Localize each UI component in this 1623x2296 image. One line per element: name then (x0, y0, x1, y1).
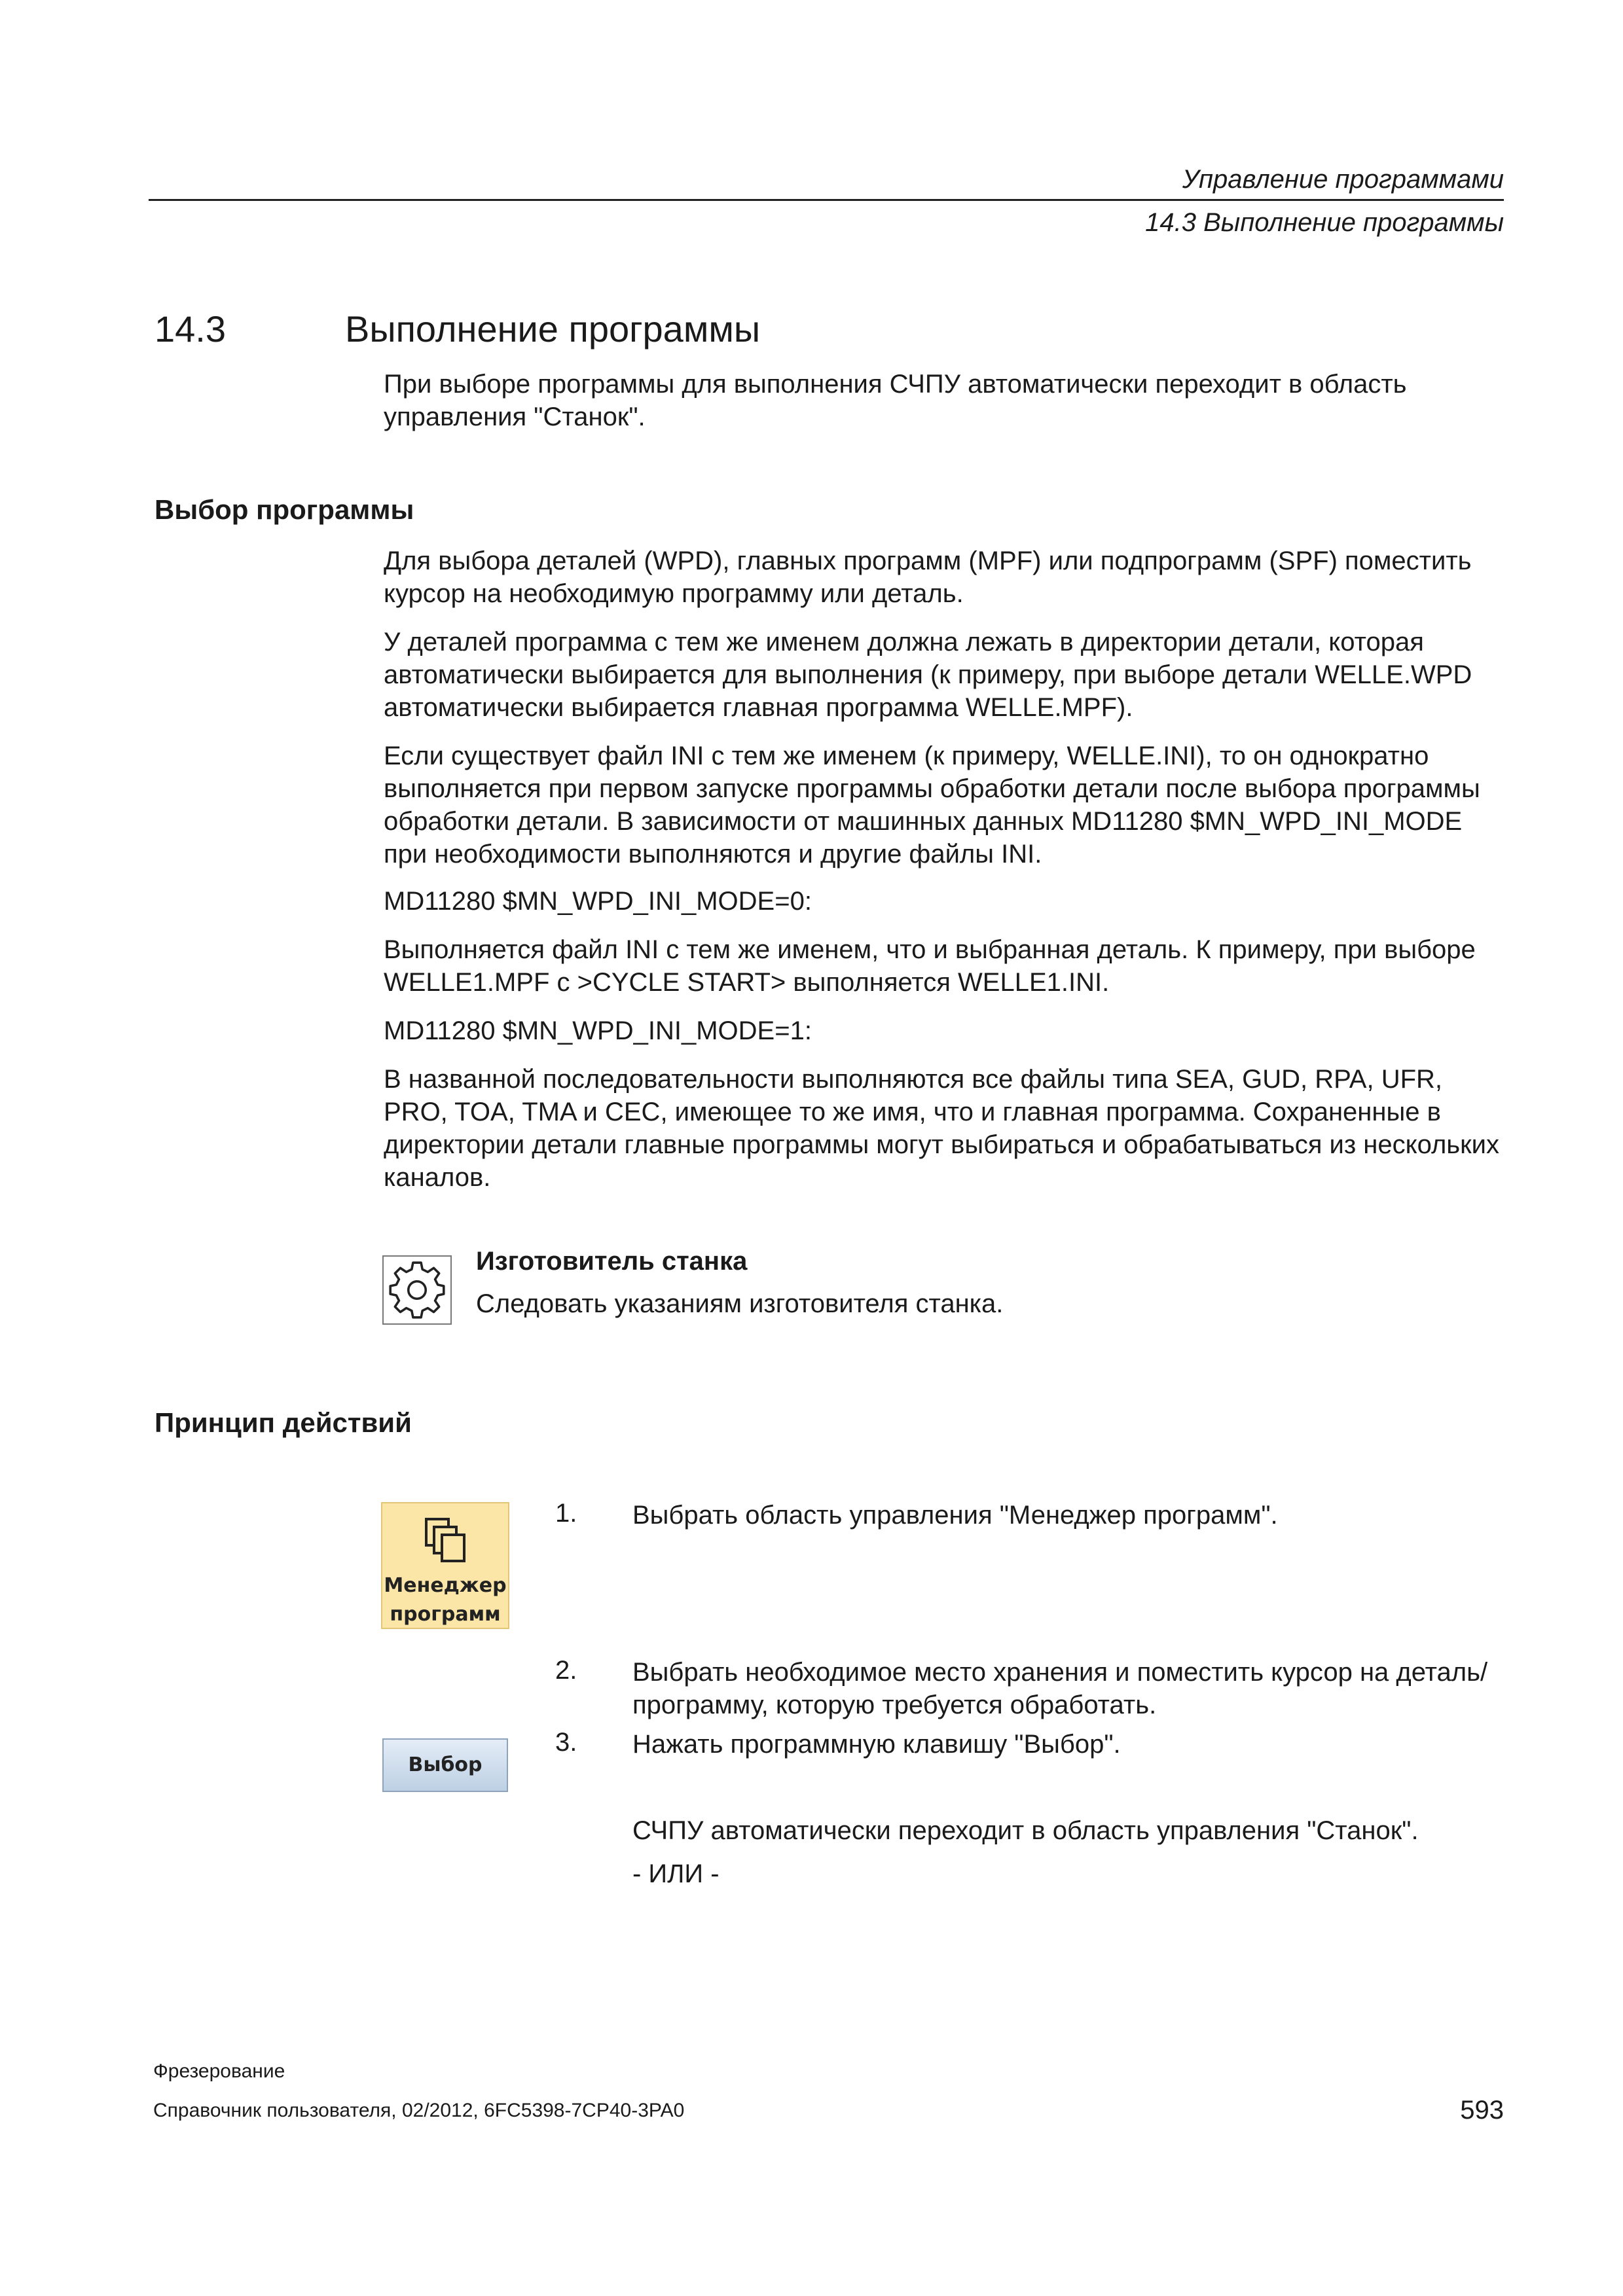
header-rule (149, 199, 1504, 201)
running-header-section: 14.3 Выполнение программы (1145, 208, 1504, 237)
program-manager-softkey[interactable] (381, 1502, 509, 1629)
step-text-2: Выбрать необходимое место хранения и поместить курсор на деталь/программу, которую требуется обработать. (632, 1658, 1488, 1719)
footer-product: Фрезерование (153, 2060, 285, 2082)
paragraph-select-3: Если существует файл INI с тем же именем (к примеру, WELLE.INI), то он однократно выполняется при первом запуске программы обработки детали после выбора программы обработки детали. В зависимости от машинных данных MD11280 $MN_WPD_INI_MODE при необходимости выполняются и другие файлы INI. (384, 742, 1480, 869)
footer-document: Справочник пользователя, 02/2012, 6FC5398-7CP40-3PA0 (153, 2100, 685, 2121)
softkey-label-line-2: программ (390, 1603, 501, 1626)
note-text: Следовать указаниям изготовителя станка. (476, 1289, 1004, 1318)
gear-icon-graphic (384, 1257, 450, 1323)
section-number: 14.3 (155, 308, 226, 350)
paragraph-select-4: Выполняется файл INI с тем же именем, что и выбранная деталь. К примеру, при выборе WELLE1.MPF с >CYCLE START> выполняется WELLE1.INI. (384, 935, 1476, 997)
paragraph-select-2: У деталей программа с тем же именем должна лежать в директории детали, которая автоматически выбирается для выполнения (к примеру, при выборе детали WELLE.WPD автоматически выбирается главная программа WELLE.MPF). (384, 628, 1472, 722)
or-separator: - ИЛИ - (632, 1859, 720, 1888)
program-manager-softkey-label (382, 1571, 508, 1629)
step-number-3: 3. (555, 1728, 577, 1757)
paragraph-select-1: Для выбора деталей (WPD), главных программ (MPF) или подпрограмм (SPF) поместить курсор на необходимую программу или деталь. (384, 547, 1472, 608)
step-number-1: 1. (555, 1499, 577, 1528)
subheading-program-selection: Выбор программы (155, 494, 414, 525)
machine-data-mode-1: MD11280 $MN_WPD_INI_MODE=1: (384, 1016, 812, 1045)
softkey-label-line-1: Менеджер (384, 1574, 507, 1597)
step-number-2: 2. (555, 1656, 577, 1685)
page-number: 593 (1460, 2096, 1504, 2125)
intro-paragraph: При выборе программы для выполнения СЧПУ автоматически переходит в область управления "Станок". (384, 370, 1407, 431)
machine-data-mode-0: MD11280 $MN_WPD_INI_MODE=0: (384, 887, 812, 916)
gear-icon (382, 1255, 452, 1325)
note-title: Изготовитель станка (476, 1247, 748, 1276)
subheading-procedure: Принцип действий (155, 1407, 412, 1438)
select-softkey[interactable]: Выбор (382, 1738, 508, 1792)
step-text-3: Нажать программную клавишу "Выбор". (632, 1730, 1121, 1759)
program-manager-icon (424, 1516, 469, 1564)
section-title: Выполнение программы (345, 308, 761, 350)
step-result: СЧПУ автоматически переходит в область управления "Станок". (632, 1816, 1419, 1845)
paragraph-select-5: В названной последовательности выполняются все файлы типа SEA, GUD, RPA, UFR, PRO, TOA, TMA и CEC, имеющее то же имя, что и главная программа. Сохраненные в директории детали главные программы могут выбираться и обрабатываться из нескольких каналов. (384, 1065, 1499, 1192)
step-text-1: Выбрать область управления "Менеджер программ". (632, 1501, 1278, 1530)
running-header-chapter: Управление программами (1182, 165, 1504, 194)
